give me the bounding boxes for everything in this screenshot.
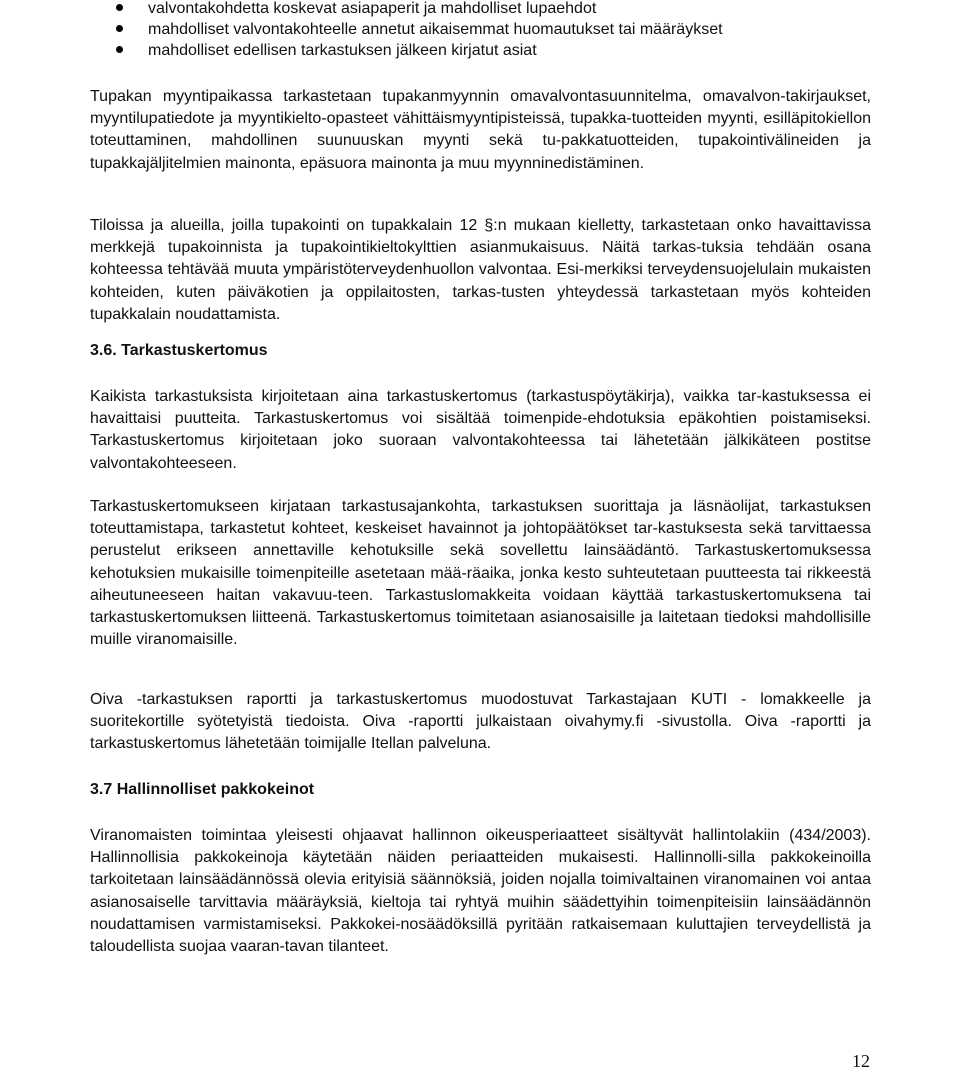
paragraph-report-contents: Tarkastuskertomukseen kirjataan tarkastusajankohta, tarkastuksen suorittaja ja läsnäolijat, tarkastuksen toteuttamistapa, tarkastetut kohteet, keskeiset havainnot ja johtopäätökset tar-kastuksesta sekä tarvittaessa perustelut erikseen annettaville kehotuksille sekä sovellettu lainsäädäntö. Tarkastuskertomuksessa kehotuksien mukaisille toimenpiteille asetetaan mää-räaika, jonka kesto suhteutetaan puutteesta tai rikkeestä aiheutuneeseen haitan vakavuu-teen. Tarkastuslomakkeita voidaan käyttää tarkastuskertomuksena tai tarkastuskertomuksen liitteenä. Tarkastuskertomus toimitetaan asianosaisille ja laitetaan tiedoksi mahdollisille muille viranomaisille. [90, 498, 871, 649]
paragraph-smoking-areas: Tiloissa ja alueilla, joilla tupakointi on tupakkalain 12 §:n mukaan kielletty, tarkastetaan onko havaittavissa merkkejä tupakoinnista ja tupakointikieltokylttien asianmukaisuus. Näitä tarkas-tuksia tehdään osana kohteessa tehtävää muuta ympäristöterveydenhuollon valvontaa. Esi-merkiksi terveydensuojelulain mukaisten kohteiden, kuten päiväkotien ja oppilaitosten, tarkas-tusten yhteydessä tarkastetaan myös kohteiden tupakkalain noudattamista. [90, 217, 871, 323]
list-item: valvontakohdetta koskevat asiapaperit ja mahdolliset lupaehdot [90, 0, 871, 19]
bullet-list [90, 0, 871, 61]
list-item: mahdolliset valvontakohteelle annetut aikaisemmat huomautukset tai määräykset [90, 19, 871, 40]
paragraph-oiva-report: Oiva -tarkastuksen raportti ja tarkastuskertomus muodostuvat Tarkastajaan KUTI - lomakkeelle ja suoritekortille syötetyistä tiedoista. Oiva -raportti julkaistaan oivahymy.fi -sivustolla. Oiva -raportti ja tarkastuskertomus lähetetään toimijalle Itellan palveluna. [90, 691, 871, 753]
list-item: mahdolliset edellisen tarkastuksen jälkeen kirjatut asiat [90, 40, 871, 61]
bullet-icon [116, 25, 123, 32]
paragraph-coercive-measures: Viranomaisten toimintaa yleisesti ohjaavat hallinnon oikeusperiaatteet sisältyvät hallintolakiin (434/2003). Hallinnollisia pakkokeinoja käytetään näiden periaatteiden mukaisesti. Hallinnolli-silla pakkokeinoilla tarkoitetaan lainsäädännössä olevia erityisiä säännöksiä, joiden nojalla toimivaltainen viranomainen voi antaa asianosaiselle tarvittavia määräyksiä, kieltoja tai ryhtyä muihin säädettyihin toimenpiteisiin lainsäädännön noudattamisen varmistamiseksi. Pakkokei-nosäädöksillä pyritään ratkaisemaan kuluttajien terveydellistä ja taloudellista suojaa vaaran-tavan tilanteet. [90, 827, 871, 956]
bullet-icon [116, 46, 123, 53]
page-number: 12 [852, 1051, 870, 1071]
paragraph-tobacco-sales: Tupakan myyntipaikassa tarkastetaan tupakanmyynnin omavalvontasuunnitelma, omavalvon-takirjaukset, myyntilupatiedote ja myyntikielto-opasteet vähittäismyyntipisteissä, tupakka-tuotteiden myynti, esilläpitokiellon toteuttaminen, mahdollinen suunuuskan myynti sekä tu-pakkatuotteiden, tupakointivälineiden ja tupakkajäljitelmien mainonta, epäsuora mainonta ja muu myynninedistäminen. [90, 88, 871, 172]
section-heading-inspection-report: 3.6. Tarkastuskertomus [90, 342, 268, 359]
bullet-icon [116, 4, 123, 11]
section-heading-coercive-measures: 3.7 Hallinnolliset pakkokeinot [90, 781, 315, 798]
paragraph-report-intro: Kaikista tarkastuksista kirjoitetaan aina tarkastuskertomus (tarkastuspöytäkirja), vaikka tar-kastuksessa ei havaittaisi puutteita. Tarkastuskertomus voi sisältää toimenpide-ehdotuksia epäkohtien poistamiseksi. Tarkastuskertomus kirjoitetaan joko suoraan valvontakohteessa tai lähetetään jälkikäteen postitse valvontakohteeseen. [90, 388, 871, 472]
